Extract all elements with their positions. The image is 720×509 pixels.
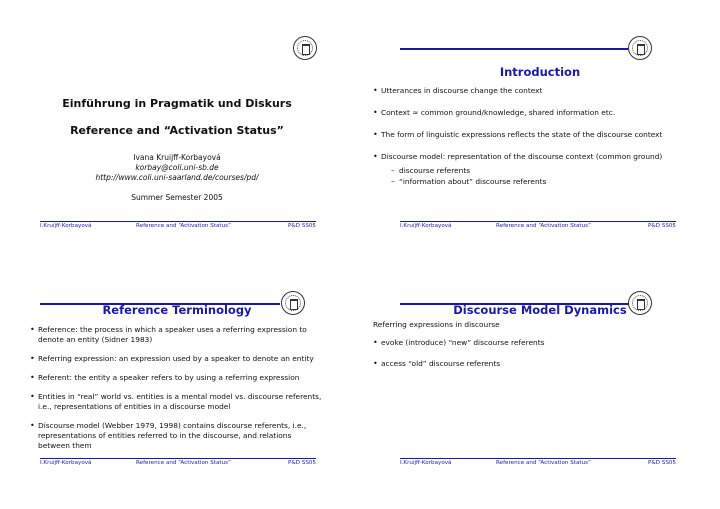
list-item: • Reference: the process in which a speaker uses a referring expression to denote an entity (Sidner 1983) — [30, 325, 322, 345]
author-email: korbay@coli.uni-sb.de — [135, 163, 219, 172]
list-item: • Referring expression: an expression used by a speaker to denote an entity — [30, 354, 322, 364]
slide-title: Introduction — [499, 65, 581, 79]
footer-author: I.Kruijff-Korbayová — [40, 460, 92, 466]
slide-title: Reference Terminology — [102, 303, 252, 317]
list-item: • Context ≈ common ground/knowledge, shared information etc. — [373, 108, 703, 118]
slide-discourse-model-dynamics — [360, 255, 720, 509]
sub-list-item: – “information about” discourse referents — [391, 177, 703, 187]
course-url: http://www.coli.uni-saarland.de/courses/pd/ — [95, 173, 259, 182]
slide-footer — [400, 221, 676, 231]
footer-course: P&D SS05 — [647, 460, 676, 466]
list-item: • Utterances in discourse change the context — [373, 86, 703, 96]
slide-footer — [40, 221, 316, 231]
header-rule — [400, 48, 634, 50]
bullet-list — [373, 86, 703, 196]
footer-author: I.Kruijff-Korbayová — [400, 460, 452, 466]
footer-course: P&D SS05 — [647, 223, 676, 229]
slide-introduction — [360, 0, 720, 254]
sub-bullet-list — [391, 166, 703, 187]
bullet-list — [30, 325, 322, 460]
slide-title-page — [0, 0, 360, 254]
list-item: • The form of linguistic expressions reflects the state of the discourse context — [373, 130, 703, 140]
course-title: Einführung in Pragmatik und Diskurs — [62, 97, 292, 110]
semester: Summer Semester 2005 — [131, 193, 223, 202]
slide-footer — [400, 458, 676, 468]
list-item: • Referent: the entity a speaker refers to by using a referring expression — [30, 373, 322, 383]
list-item: • Entities in “real” world vs. entities is a mental model vs. discourse referents, i.e., representations of entities in a discourse model — [30, 392, 322, 412]
footer-course: P&D SS05 — [287, 460, 316, 466]
footer-author: I.Kruijff-Korbayová — [40, 223, 92, 229]
footer-title: Reference and “Activation Status” — [496, 223, 591, 229]
list-item: • access “old” discourse referents — [373, 359, 703, 369]
footer-title: Reference and “Activation Status” — [136, 460, 231, 466]
sub-list-item: – discourse referents — [391, 166, 703, 176]
footer-author: I.Kruijff-Korbayová — [400, 223, 452, 229]
list-item: • Discourse model (Webber 1979, 1998) contains discourse referents, i.e., representations of entities referred to in the discourse, and relations between them — [30, 421, 322, 451]
list-item-text: Discourse model: representation of the discourse context (common ground) — [381, 152, 663, 161]
lecture-title: Reference and “Activation Status” — [70, 124, 284, 137]
list-item: • evoke (introduce) “new” discourse referents — [373, 338, 703, 348]
list-item — [373, 152, 703, 187]
bullet-list — [373, 338, 703, 378]
footer-title: Reference and “Activation Status” — [496, 460, 591, 466]
slide-reference-terminology — [0, 255, 360, 509]
footer-course: P&D SS05 — [287, 223, 316, 229]
slide-title: Discourse Model Dynamics — [453, 303, 627, 317]
footer-title: Reference and “Activation Status” — [136, 223, 231, 229]
university-seal-icon — [628, 36, 652, 60]
university-seal-icon — [293, 36, 317, 60]
author-name: Ivana Kruijff-Korbayová — [133, 153, 221, 162]
intro-text: Referring expressions in discourse — [373, 320, 500, 329]
slide-footer — [40, 458, 316, 468]
